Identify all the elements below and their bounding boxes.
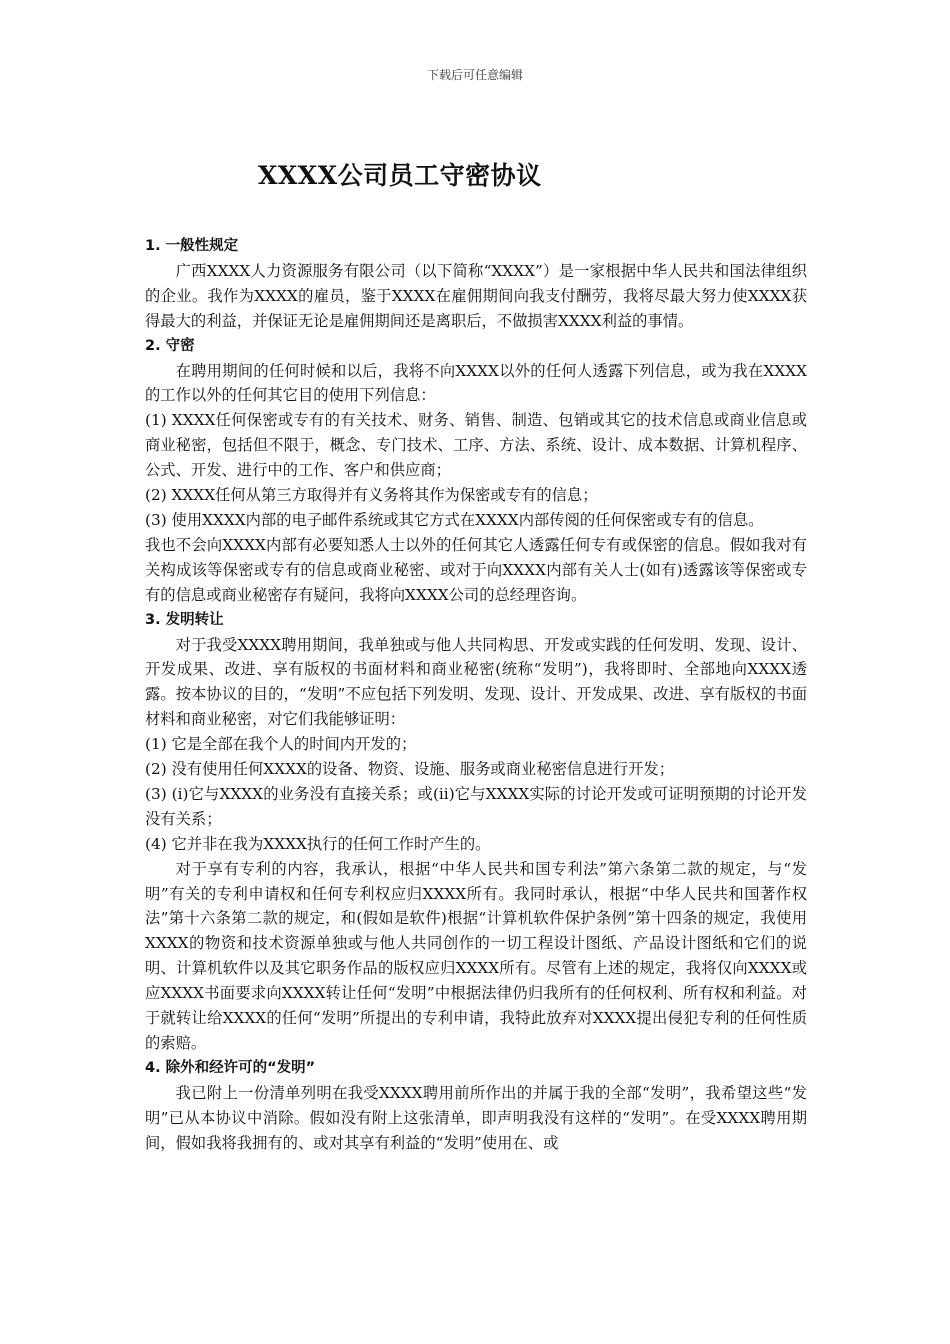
list-item: (1) XXXX任何保密或专有的有关技术、财务、销售、制造、包销或其它的技术信息或商业信息或商业秘密，包括但不限于，概念、专门技术、工序、方法、系统、设计、成本数据、计算机程序、公式、开发、进行中的工作、客户和供应商； bbox=[145, 411, 807, 480]
list-item: (3) (i)它与XXXX的业务没有直接关系；或(ii)它与XXXX实际的讨论开发或可证明预期的讨论开发没有关系； bbox=[145, 784, 807, 828]
paragraph: 我也不会向XXXX内部有必要知悉人士以外的任何其它人透露任何专有或保密的信息。假如我对有关构成该等保密或专有的信息或商业秘密、或对于向XXXX内部有关人士(如有)透露该等保密或专有的信息或商业秘密存有疑问，我将向XXXX公司的总经理咨询。 bbox=[145, 535, 807, 604]
paragraph: 我已附上一份清单列明在我受XXXX聘用前所作出的并属于我的全部“发明”，我希望这些“发明”已从本协议中消除。假如没有附上这张清单，即声明我没有这样的“发明”。在受XXXX聘用期间，假如我将我拥有的、或对其享有利益的“发明”使用在、或 bbox=[145, 1083, 807, 1152]
section-heading-confidentiality: 2. 守密 bbox=[145, 337, 195, 354]
list-item: (1) 它是全部在我个人的时间内开发的； bbox=[145, 735, 417, 754]
document-title: XXXX公司员工守密协议 bbox=[258, 161, 542, 190]
list-item: (4) 它并非在我为XXXX执行的任何工作时产生的。 bbox=[145, 834, 491, 853]
section-heading-invention-assignment: 3. 发明转让 bbox=[145, 611, 224, 628]
paragraph: 对于享有专利的内容，我承认，根据“中华人民共和国专利法”第六条第二款的规定，与“发明”有关的专利申请权和任何专利权应归XXXX所有。我同时承认，根据“中华人民共和国著作权法”第十六条第二款的规定，和(假如是软件)根据“计算机软件保护条例”第十四条的规定，我使用XXXX的物资和技术资源单独或与他人共同创作的一切工程设计图纸、产品设计图纸和它们的说明、计算机软件以及其它职务作品的版权应归XXXX所有。尽管有上述的规定，我将仅向XXXX或应XXXX书面要求向XXXX转让任何“发明”中根据法律仍归我所有的任何权利、所有权和利益。对于就转让给XXXX的任何“发明”所提出的专利申请，我特此放弃对XXXX提出侵犯专利的任何性质的索赔。 bbox=[145, 859, 807, 1052]
list-item: (3) 使用XXXX内部的电子邮件系统或其它方式在XXXX内部传阅的任何保密或专有的信息。 bbox=[145, 510, 764, 529]
paragraph: 广西XXXX人力资源服务有限公司（以下简称“XXXX”）是一家根据中华人民共和国法律组织的企业。我作为XXXX的雇员，鉴于XXXX在雇佣期间向我支付酬劳，我将尽最大努力使XXXX获得最大的利益，并保证无论是雇佣期间还是离职后，不做损害XXXX利益的事情。 bbox=[145, 261, 807, 330]
paragraph: 对于我受XXXX聘用期间，我单独或与他人共同构思、开发或实践的任何发明、发现、设计、开发成果、改进、享有版权的书面材料和商业秘密(统称“发明”)，我将即时、全部地向XXXX透露。按本协议的目的，“发明”不应包括下列发明、发现、设计、开发成果、改进、享有版权的书面材料和商业秘密，对它们我能够证明： bbox=[145, 635, 807, 729]
section-heading-general: 1. 一般性规定 bbox=[145, 238, 239, 254]
section-heading-excluded-inventions: 4. 除外和经许可的“发明” bbox=[145, 1059, 316, 1076]
document-body bbox=[145, 234, 807, 1156]
header-note: 下载后可任意编辑 bbox=[426, 68, 523, 82]
list-item: (2) XXXX任何从第三方取得并有义务将其作为保密或专有的信息； bbox=[145, 486, 598, 505]
paragraph: 在聘用期间的任何时候和以后，我将不向XXXX以外的任何人透露下列信息，或为我在XXXX的工作以外的任何其它目的使用下列信息： bbox=[145, 361, 807, 405]
list-item: (2) 没有使用任何XXXX的设备、物资、设施、服务或商业秘密信息进行开发； bbox=[145, 760, 674, 779]
